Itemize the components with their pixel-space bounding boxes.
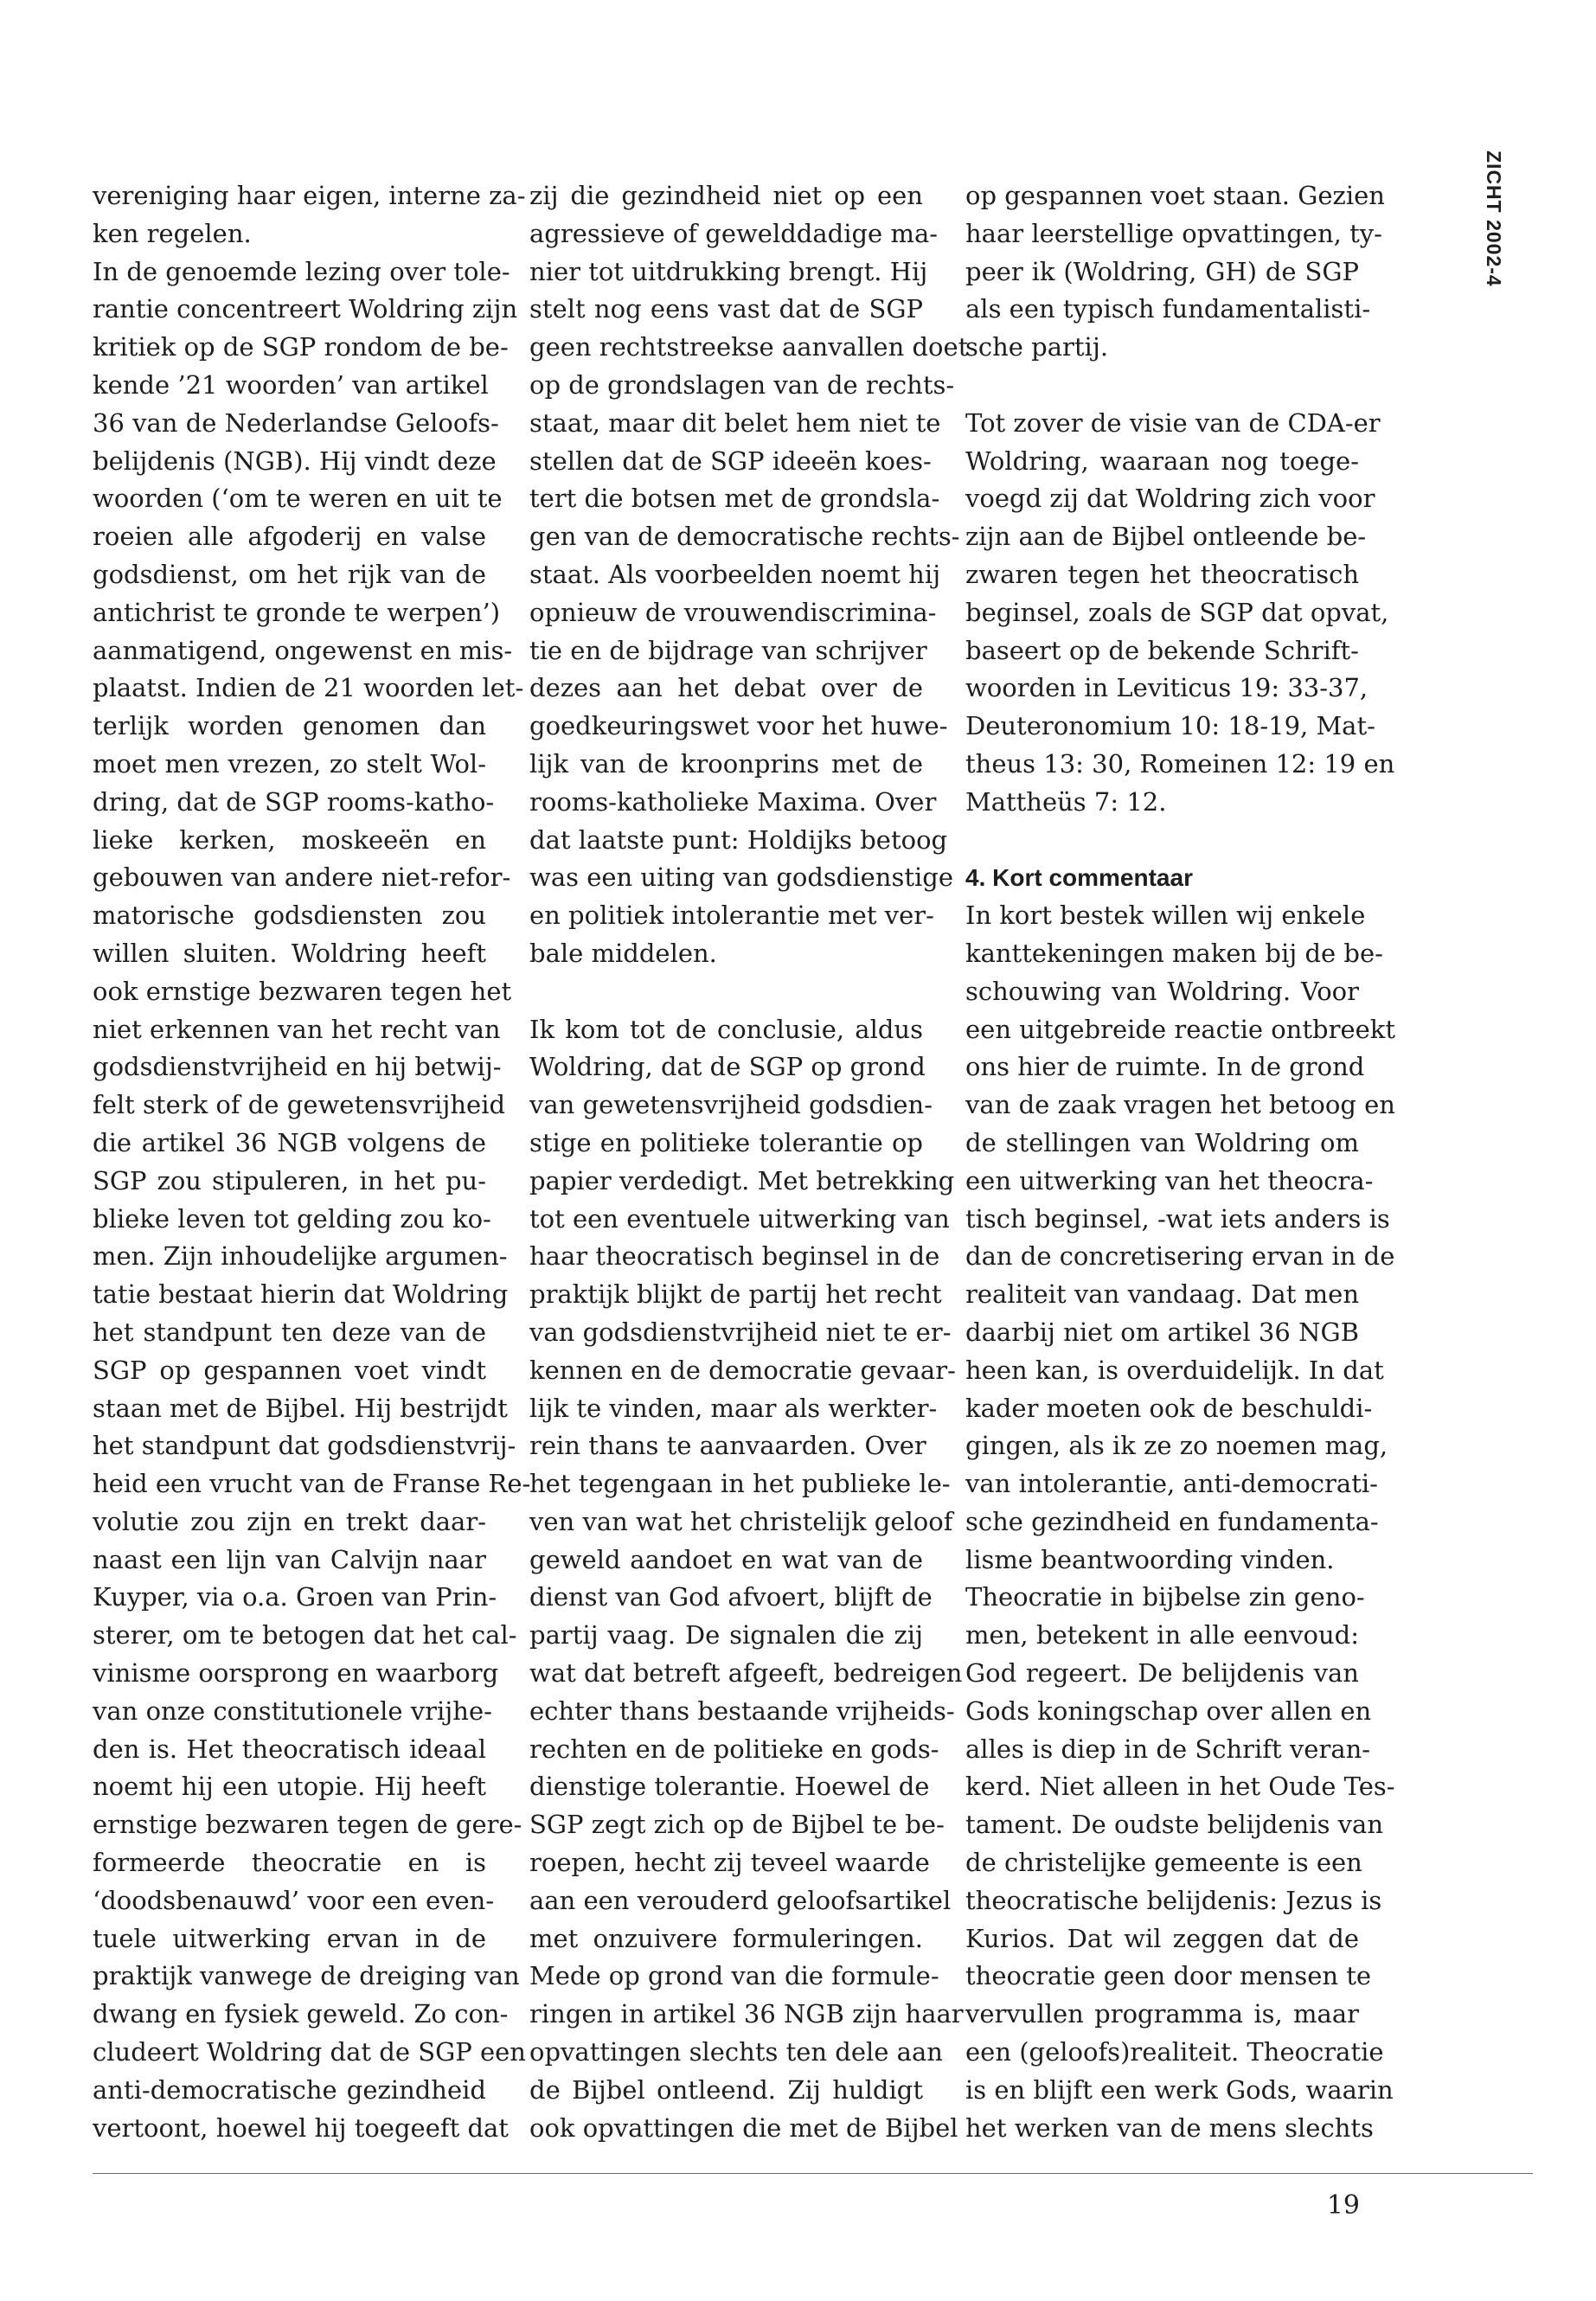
text-line: Gods koningschap over allen en <box>965 1695 1372 1726</box>
running-header: ZICHT 2002-4 <box>1483 151 1505 287</box>
text-line: van godsdienstvrijheid niet te er- <box>529 1317 952 1347</box>
text-line: kader moeten ook de beschuldi- <box>965 1393 1373 1423</box>
text-line: ons hier de ruimte. In de grond <box>965 1052 1365 1082</box>
text-line: ook opvattingen die met de Bijbel <box>529 2112 958 2143</box>
text-line: was een uiting van godsdienstige <box>529 862 954 893</box>
text-line: en politiek intolerantie met ver- <box>529 901 934 931</box>
text-line: beginsel, zoals de SGP dat opvat, <box>965 597 1389 627</box>
text-line: Tot zover de visie van de CDA-er <box>965 407 1381 438</box>
text-line: het werken van de mens slechts <box>965 2112 1374 2143</box>
text-line: die artikel 36 NGB volgens de <box>93 1127 486 1157</box>
text-line: opvattingen slechts ten dele aan <box>529 2037 943 2067</box>
text-line: tament. De oudste belijdenis van <box>965 1810 1384 1840</box>
text-line: staat, maar dit belet hem niet te <box>529 407 941 438</box>
text-line: praktijk blijkt de partij het recht <box>529 1279 942 1310</box>
text-line: stige en politieke tolerantie op <box>529 1127 923 1157</box>
text-line: dat laatste punt: Holdijks betoog <box>529 824 948 855</box>
text-line: op de grondslagen van de rechts- <box>529 369 955 400</box>
text-line: vinisme oorsprong en waarborg <box>93 1658 499 1689</box>
text-line: op gespannen voet staan. Gezien <box>965 181 1385 210</box>
paragraph-gap <box>529 973 923 1011</box>
text-line: partij vaag. De signalen die zij <box>529 1620 923 1650</box>
text-line: van onze constitutionele vrijhe- <box>93 1695 492 1726</box>
text-column-1 <box>93 177 531 2147</box>
text-line: met onzuivere formuleringen. <box>529 1923 923 1953</box>
text-line: als een typisch fundamentalisti- <box>965 294 1371 324</box>
section-heading: 4. Kort commentaar <box>965 864 1193 892</box>
text-line: theus 13: 30, Romeinen 12: 19 en <box>965 748 1395 779</box>
text-line: tatie bestaat hierin dat Woldring <box>93 1279 509 1310</box>
text-column-2 <box>529 177 969 2147</box>
text-line: aanmatigend, ongewenst en mis- <box>93 635 513 665</box>
text-line: sche gezindheid en fundamenta- <box>965 1506 1379 1536</box>
text-line: Mede op grond van die formule- <box>529 1961 939 1991</box>
text-line: moet men vrezen, zo stelt Wol- <box>93 748 486 779</box>
text-line: geweld aandoet en wat van de <box>529 1544 923 1574</box>
text-line: lijk van de kroonprins met de <box>529 748 923 779</box>
text-line: wat dat betreft afgeeft, bedreigen <box>529 1658 963 1689</box>
text-line: staat. Als voorbeelden noemt hij <box>529 559 941 589</box>
text-line: geen rechtstreekse aanvallen doet <box>529 332 969 362</box>
text-line: gingen, als ik ze zo noemen mag, <box>965 1431 1388 1461</box>
text-line: niet erkennen van het recht van <box>93 1014 501 1044</box>
text-line: Mattheüs 7: 12. <box>965 786 1167 817</box>
text-line: men, betekent in alle eenvoud: <box>965 1620 1359 1650</box>
text-line: noemt hij een utopie. Hij heeft <box>93 1772 486 1802</box>
text-line: zwaren tegen het theocratisch <box>965 559 1359 589</box>
text-line: tert die botsen met de grondsla- <box>529 484 940 514</box>
text-line: staan met de Bijbel. Hij bestrijdt <box>93 1393 508 1423</box>
text-line: Ik kom tot de conclusie, aldus <box>529 1014 923 1044</box>
text-line: de Bijbel ontleend. Zij huldigt <box>529 2074 923 2105</box>
paragraph-gap <box>965 822 1359 860</box>
text-line: 36 van de Nederlandse Geloofs- <box>93 407 499 438</box>
text-line: terlijk worden genomen dan <box>93 711 486 741</box>
text-line: daarbij niet om artikel 36 NGB <box>965 1317 1359 1347</box>
text-line: alles is diep in de Schrift veran- <box>965 1734 1371 1764</box>
text-line: rechten en de politieke en gods- <box>529 1734 939 1764</box>
text-line: anti-democratische gezindheid <box>93 2074 486 2105</box>
text-line: ook ernstige bezwaren tegen het <box>93 976 512 1006</box>
text-line: In de genoemde lezing over tole- <box>93 256 510 286</box>
text-line: de stellingen van Woldring om <box>965 1127 1359 1157</box>
text-line: vervullen programma is, maar <box>965 1999 1359 2029</box>
text-column-3 <box>965 177 1395 2147</box>
text-line: dan de concretisering ervan in de <box>965 1241 1395 1272</box>
text-line: den is. Het theocratisch ideaal <box>93 1734 486 1764</box>
text-line: kanttekeningen maken bij de be- <box>965 938 1383 968</box>
text-line: kritiek op de SGP rondom de be- <box>93 332 509 362</box>
text-line: voegd zij dat Woldring zich voor <box>965 484 1375 514</box>
text-line: tisch beginsel, -wat iets anders is <box>965 1203 1390 1234</box>
text-line: haar theocratisch beginsel in de <box>529 1241 940 1272</box>
text-line: lisme beantwoording vinden. <box>965 1544 1335 1574</box>
text-line: dienstige tolerantie. Hoewel de <box>529 1772 930 1802</box>
text-line: echter thans bestaande vrijheids- <box>529 1695 955 1726</box>
text-line: woorden in Leviticus 19: 33-37, <box>965 673 1368 703</box>
text-line: theocratische belijdenis: Jezus is <box>965 1885 1382 1915</box>
text-line: Theocratie in bijbelse zin geno- <box>965 1582 1365 1612</box>
text-line: kennen en de democratie gevaar- <box>529 1355 956 1385</box>
text-line: felt sterk of de gewetensvrijheid <box>93 1090 506 1120</box>
footer-rule <box>93 2173 1533 2174</box>
text-line: bale middelen. <box>529 938 717 968</box>
text-line: schouwing van Woldring. Voor <box>965 976 1359 1006</box>
text-line: een uitgebreide reactie ontbreekt <box>965 1014 1395 1044</box>
text-line: naast een lijn van Calvijn naar <box>93 1544 486 1574</box>
text-line: papier verdedigt. Met betrekking <box>529 1165 955 1195</box>
text-line: God regeert. De belijdenis van <box>965 1658 1359 1689</box>
text-line: nier tot uitdrukking brengt. Hij <box>529 256 928 286</box>
text-line: ‘doodsbenauwd’ voor een even- <box>93 1885 495 1915</box>
text-line: rein thans te aanvaarden. Over <box>529 1431 926 1461</box>
text-line: lijk te vinden, maar als werkter- <box>529 1393 938 1423</box>
text-line: dezes aan het debat over de <box>529 673 923 703</box>
text-line: het tegengaan in het publieke le- <box>529 1469 951 1499</box>
text-line: Deuteronomium 10: 18-19, Mat- <box>965 711 1375 741</box>
text-line: van intolerantie, anti-democrati- <box>965 1469 1378 1499</box>
text-line: aan een verouderd geloofsartikel <box>529 1885 952 1915</box>
text-line: stelt nog eens vast dat de SGP <box>529 294 923 324</box>
text-line: Woldring, waaraan nog toege- <box>965 445 1359 476</box>
text-line: baseert op de bekende Schrift- <box>965 635 1359 665</box>
text-line: tie en de bijdrage van schrijver <box>529 635 927 665</box>
text-line: van de zaak vragen het betoog en <box>965 1090 1395 1120</box>
text-line: gebouwen van andere niet-refor- <box>93 862 511 893</box>
text-line: blieke leven tot gelding zou ko- <box>93 1203 491 1234</box>
text-line: opnieuw de vrouwendiscrimina- <box>529 597 937 627</box>
text-line: kerd. Niet alleen in het Oude Tes- <box>965 1772 1395 1802</box>
text-line: roepen, hecht zij teveel waarde <box>529 1848 930 1878</box>
text-line: woorden (‘om te weren en uit te <box>93 484 503 514</box>
text-line: godsdienst, om het rijk van de <box>93 559 486 589</box>
text-line: belijdenis (NGB). Hij vindt deze <box>93 445 497 476</box>
text-line: men. Zijn inhoudelijke argumen- <box>93 1241 508 1272</box>
text-line: dienst van God afvoert, blijft de <box>529 1582 933 1612</box>
text-line: het standpunt dat godsdienstvrij- <box>93 1431 516 1461</box>
text-line: lieke kerken, moskeeën en <box>93 824 486 855</box>
text-line: gen van de democratische rechts- <box>529 522 960 552</box>
text-line: ernstige bezwaren tegen de gere- <box>93 1810 522 1840</box>
text-line: cludeert Woldring dat de SGP een <box>93 2037 526 2067</box>
text-line: agressieve of gewelddadige ma- <box>529 218 939 248</box>
paragraph-gap <box>965 367 1359 405</box>
text-line: godsdienstvrijheid en hij betwij- <box>93 1052 502 1082</box>
text-line: SGP zou stipuleren, in het pu- <box>93 1165 486 1195</box>
text-line: zij die gezindheid niet op een <box>529 181 923 210</box>
text-line: tot een eventuele uitwerking van <box>529 1203 950 1234</box>
text-line: Kuyper, via o.a. Groen van Prin- <box>93 1582 497 1612</box>
text-line: een uitwerking van het theocra- <box>965 1165 1374 1195</box>
text-line: SGP zegt zich op de Bijbel te be- <box>529 1810 945 1840</box>
text-line: kende ’21 woorden’ van artikel <box>93 369 489 400</box>
text-line: tuele uitwerking ervan in de <box>93 1923 486 1953</box>
text-line: formeerde theocratie en is <box>93 1848 486 1878</box>
text-line: roeien alle afgoderij en valse <box>93 522 486 552</box>
text-line: vereniging haar eigen, interne za- <box>93 181 526 210</box>
text-line: SGP op gespannen voet vindt <box>93 1355 486 1385</box>
text-line: stellen dat de SGP ideeën koes- <box>529 445 932 476</box>
text-line: heid een vrucht van de Franse Re- <box>93 1469 531 1499</box>
text-line: ringen in artikel 36 NGB zijn haar <box>529 1999 964 2029</box>
text-line: rantie concentreert Woldring zijn <box>93 294 518 324</box>
text-line: goedkeuringswet voor het huwe- <box>529 711 948 741</box>
text-line: het standpunt ten deze van de <box>93 1317 486 1347</box>
text-line: de christelijke gemeente is een <box>965 1848 1362 1878</box>
text-line: peer ik (Woldring, GH) de SGP <box>965 256 1359 286</box>
text-line: dwang en fysiek geweld. Zo con- <box>93 1999 509 2029</box>
text-line: sterer, om te betogen dat het cal- <box>93 1620 517 1650</box>
text-line: sche partij. <box>965 332 1109 362</box>
text-line: rooms-katholieke Maxima. Over <box>529 786 937 817</box>
page-number: 19 <box>1326 2190 1360 2221</box>
text-line: van gewetensvrijheid godsdien- <box>529 1090 933 1120</box>
text-line: theocratie geen door mensen te <box>965 1961 1372 1991</box>
text-line: plaatst. Indien de 21 woorden let- <box>93 673 524 703</box>
text-line: vertoont, hoewel hij toegeeft dat <box>93 2112 509 2143</box>
text-line: zijn aan de Bijbel ontleende be- <box>965 522 1367 552</box>
text-line: een (geloofs)realiteit. Theocratie <box>965 2037 1384 2067</box>
text-line: matorische godsdiensten zou <box>93 901 486 931</box>
text-line: ven van wat het christelijk geloof <box>529 1506 953 1536</box>
text-line: volutie zou zijn en trekt daar- <box>93 1506 486 1536</box>
text-line: realiteit van vandaag. Dat men <box>965 1279 1359 1310</box>
text-line: is en blijft een werk Gods, waarin <box>965 2074 1394 2105</box>
text-line: In kort bestek willen wij enkele <box>965 901 1366 931</box>
text-line: Kurios. Dat wil zeggen dat de <box>965 1923 1359 1953</box>
text-line: praktijk vanwege de dreiging van <box>93 1961 520 1991</box>
text-line: haar leerstellige opvattingen, ty- <box>965 218 1382 248</box>
text-line: Woldring, dat de SGP op grond <box>529 1052 926 1082</box>
text-line: dring, dat de SGP rooms-katho- <box>93 786 495 817</box>
text-line: antichrist te gronde te werpen’) <box>93 597 501 627</box>
text-line: ken regelen. <box>93 218 252 248</box>
text-line: willen sluiten. Woldring heeft <box>93 938 486 968</box>
text-line: heen kan, is overduidelijk. In dat <box>965 1355 1384 1385</box>
